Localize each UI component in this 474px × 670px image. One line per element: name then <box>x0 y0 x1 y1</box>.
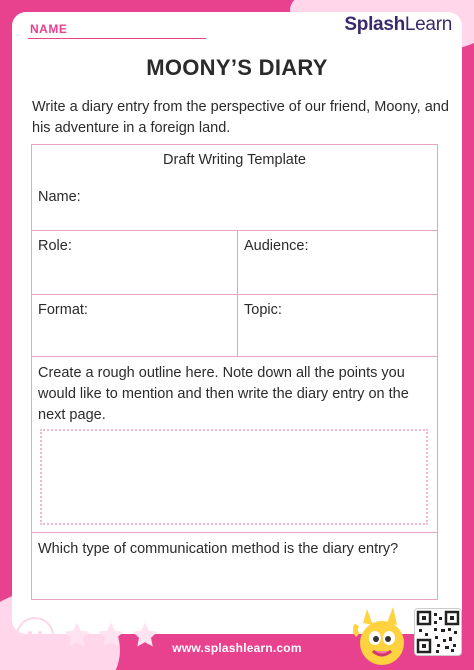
audience-label: Audience: <box>244 238 309 254</box>
name-field-label: Name: <box>38 189 81 205</box>
question-text: Which type of communication method is the diary entry? <box>38 541 399 557</box>
format-label: Format: <box>38 302 88 318</box>
qr-code-icon[interactable] <box>414 608 462 656</box>
name-line[interactable] <box>28 38 206 39</box>
name-label: NAME <box>30 22 68 36</box>
outline-cell <box>32 357 437 533</box>
topic-label: Topic: <box>244 302 282 318</box>
audience-cell[interactable] <box>238 231 437 295</box>
page-title: MOONY’S DIARY <box>146 55 328 80</box>
role-cell[interactable] <box>32 231 238 295</box>
role-label: Role: <box>38 238 72 254</box>
mascot-icon <box>353 605 411 667</box>
logo-light: Learn <box>404 14 452 35</box>
logo-bold: Splash <box>344 14 405 35</box>
splashlearn-logo <box>344 14 452 36</box>
footer-url: www.splashlearn.com <box>172 641 302 655</box>
question-cell[interactable] <box>32 533 437 599</box>
outline-prompt: Create a rough outline here. Note down all the points you would like to mention and then write the diary entry on the next page. <box>38 365 409 423</box>
format-cell[interactable] <box>32 295 238 357</box>
template-heading: Draft Writing Template <box>163 152 306 168</box>
topic-cell[interactable] <box>238 295 437 357</box>
name-cell[interactable] <box>32 145 437 231</box>
instructions-text: Write a diary entry from the perspective of our friend, Moony, and his adventure in a foreign land. <box>32 99 449 136</box>
outline-writing-area[interactable] <box>40 429 428 525</box>
draft-template-grid <box>31 144 438 600</box>
